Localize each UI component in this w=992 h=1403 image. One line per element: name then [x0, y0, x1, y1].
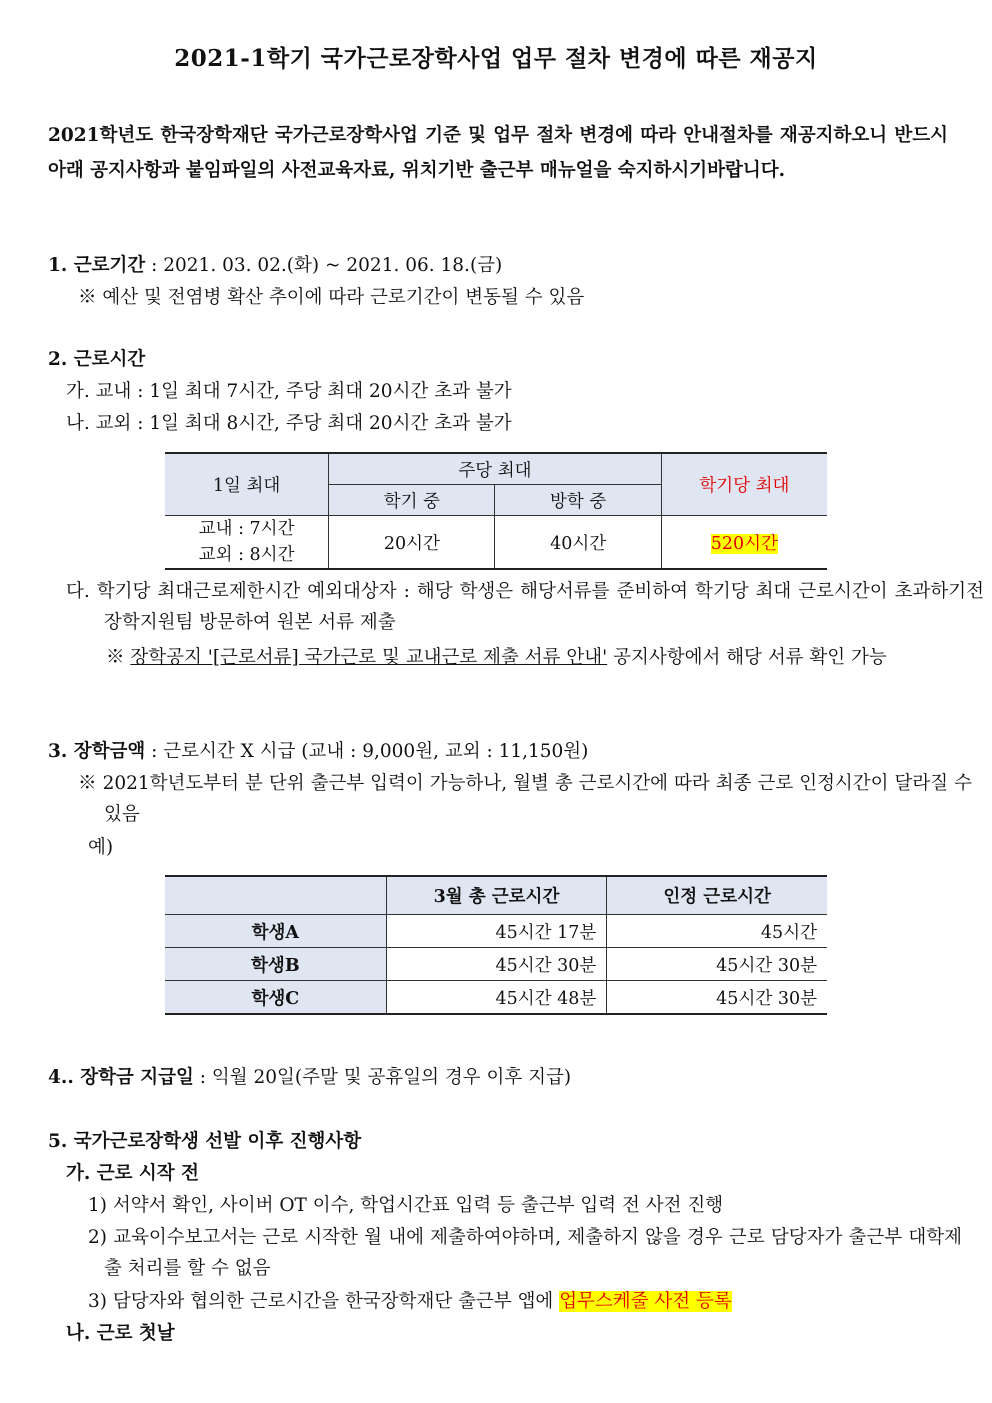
section-4-value: : 익월 20일(주말 및 공휴일의 경우 이후 지급) [193, 1067, 572, 1088]
notice-link[interactable]: 장학공지 '[근로서류] 국가근로 및 교내근로 제출 서류 안내' [130, 647, 608, 668]
section-1-label: 1. 근로기간 [48, 255, 146, 276]
section-1-note: ※ 예산 및 전염병 확산 추이에 따라 근로기간이 변동될 수 있음 [78, 287, 585, 308]
section-5-item-a1: 1) 서약서 확인, 사이버 OT 이수, 학업시간표 입력 등 출근부 입력 전 사전 진행 [88, 1195, 724, 1216]
section-2-item-c: 다. 학기당 최대근로제한시간 예외대상자 : 해당 학생은 해당서류를 준비하여 학기당 최대 근로시간이 초과하기전 장학지원팀 방문하여 원본 서류 제출 [66, 581, 984, 633]
row-student-name: 학생B [165, 948, 386, 981]
row-total-hours: 45시간 48분 [386, 981, 607, 1015]
table-row [165, 981, 827, 1015]
th-weekly-max: 주당 최대 [329, 453, 662, 485]
a3-highlight: 업무스케줄 사전 등록 [559, 1291, 732, 1312]
row-student-name: 학생A [165, 915, 386, 948]
section-2-note [106, 642, 974, 673]
th-vacation: 방학 중 [495, 485, 661, 516]
page-title: 2021-1학기 국가근로장학사업 업무 절차 변경에 따른 재공지 [174, 45, 818, 72]
section-3-value: : 근로시간 X 시급 (교내 : 9,000원, 교외 : 11,150원) [145, 741, 589, 762]
daily-in: 교내 : 7시간 [198, 519, 295, 539]
td-semester-max [661, 516, 827, 570]
th-during-semester: 학기 중 [329, 485, 495, 516]
section-2-item-a: 가. 교내 : 1일 최대 7시간, 주당 최대 20시간 초과 불가 [66, 381, 512, 402]
section-3-label: 3. 장학금액 [48, 741, 146, 762]
a3-text: 3) 담당자와 협의한 근로시간을 한국장학재단 출근부 앱에 [88, 1291, 560, 1312]
td-during-semester: 20시간 [329, 516, 495, 570]
row-total-hours: 45시간 17분 [386, 915, 607, 948]
row-recognized-hours: 45시간 [607, 915, 827, 948]
th-daily-max: 1일 최대 [165, 453, 329, 516]
note-suffix: 공지사항에서 해당 서류 확인 가능 [607, 647, 887, 668]
work-hours-table [165, 452, 827, 570]
section-5-item-a: 가. 근로 시작 전 [66, 1163, 199, 1184]
intro-paragraph: 2021학년도 한국장학재단 국가근로장학사업 기준 및 업무 절차 변경에 따라 안내절차를 재공지하오니 반드시 아래 공지사항과 붙임파일의 사전교육자료, 위치기반 출근부 매뉴얼을 숙지하시기바랍니다. [48, 125, 948, 181]
row-total-hours: 45시간 30분 [386, 948, 607, 981]
th-empty [165, 876, 386, 915]
section-5-label: 5. 국가근로장학생 선발 이후 진행사항 [48, 1131, 362, 1152]
section-5-item-b: 나. 근로 첫날 [66, 1323, 175, 1344]
row-recognized-hours: 45시간 30분 [607, 981, 827, 1015]
td-daily-max [165, 516, 329, 570]
section-4 [48, 1062, 571, 1093]
section-3 [48, 736, 588, 767]
example-label: 예) [88, 837, 114, 858]
section-4-label: 4.. 장학금 지급일 [48, 1067, 194, 1088]
td-vacation: 40시간 [495, 516, 661, 570]
th-march-total: 3월 총 근로시간 [386, 876, 607, 915]
table-row [165, 948, 827, 981]
section-1 [48, 250, 502, 281]
section-1-value: : 2021. 03. 02.(화) ~ 2021. 06. 18.(금) [145, 255, 503, 276]
note-mark: ※ [106, 647, 131, 668]
th-semester-max: 학기당 최대 [661, 453, 827, 516]
table-row [165, 915, 827, 948]
semester-max-value: 520시간 [710, 533, 778, 554]
section-5-item-a2: 2) 교육이수보고서는 근로 시작한 월 내에 제출하여야하며, 제출하지 않을 경우 근로 담당자가 출근부 대학제출 처리를 할 수 없음 [88, 1227, 962, 1279]
section-2-label: 2. 근로시간 [48, 349, 146, 370]
section-5-item-a3 [88, 1286, 732, 1317]
recognized-hours-table [165, 875, 827, 1015]
section-3-note: ※ 2021학년도부터 분 단위 출근부 입력이 가능하나, 월별 총 근로시간에 따라 최종 근로 인정시간이 달라질 수 있음 [78, 773, 972, 825]
row-student-name: 학생C [165, 981, 386, 1015]
th-recognized: 인정 근로시간 [607, 876, 827, 915]
row-recognized-hours: 45시간 30분 [607, 948, 827, 981]
section-2-item-b: 나. 교외 : 1일 최대 8시간, 주당 최대 20시간 초과 불가 [66, 413, 512, 434]
daily-out: 교외 : 8시간 [198, 545, 295, 565]
